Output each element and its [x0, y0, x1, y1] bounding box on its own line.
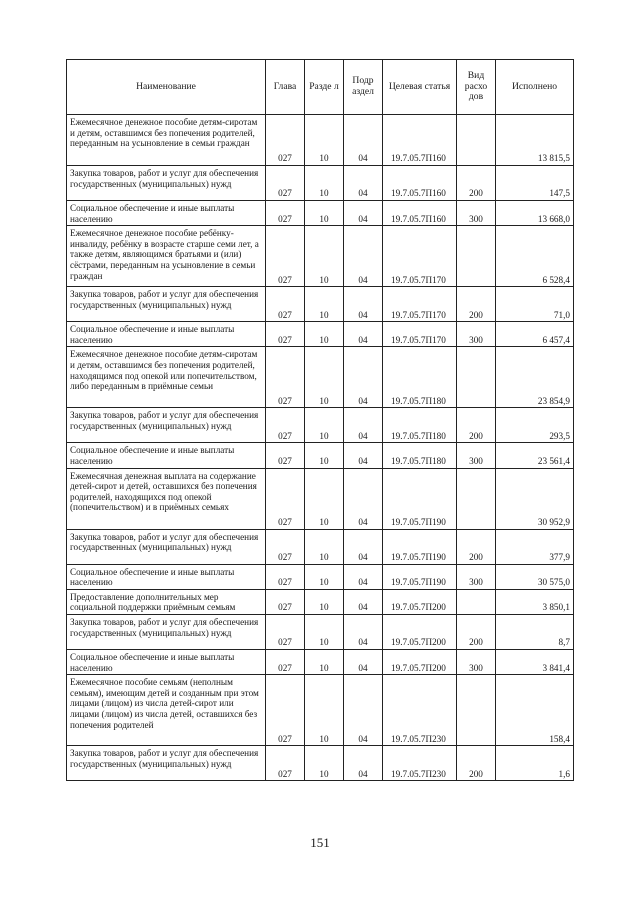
- row-vid: [457, 589, 496, 614]
- row-name: Социальное обеспечение и иные выплаты населению: [67, 564, 266, 589]
- row-glava: 027: [266, 201, 305, 226]
- row-vid: 200: [457, 614, 496, 649]
- header-razdel: Разде л: [305, 60, 344, 115]
- row-podrazdel: 04: [344, 746, 383, 781]
- row-executed: 8,7: [496, 614, 574, 649]
- row-vid: 200: [457, 287, 496, 322]
- row-podrazdel: 04: [344, 564, 383, 589]
- table-row: [67, 746, 574, 781]
- row-article: 19.7.05.7П170: [383, 287, 457, 322]
- row-executed: 30 952,9: [496, 468, 574, 529]
- row-name: Ежемесячная денежная выплата на содержание детей-сирот и детей, оставшихся без попечения родителей, находящихся под опекой (попечительством) и в приёмных семьях: [67, 468, 266, 529]
- row-name: Закупка товаров, работ и услуг для обеспечения государственных (муниципальных) нужд: [67, 614, 266, 649]
- row-article: 19.7.05.7П200: [383, 649, 457, 674]
- row-glava: 027: [266, 166, 305, 201]
- row-name: Предоставление дополнительных мер социальной поддержки приёмным семьям: [67, 589, 266, 614]
- row-podrazdel: 04: [344, 408, 383, 443]
- row-razdel: 10: [305, 166, 344, 201]
- header-vid: Вид расхо дов: [457, 60, 496, 115]
- table-row: [67, 649, 574, 674]
- row-podrazdel: 04: [344, 675, 383, 746]
- row-article: 19.7.05.7П170: [383, 226, 457, 287]
- row-article: 19.7.05.7П160: [383, 201, 457, 226]
- row-name: Социальное обеспечение и иные выплаты населению: [67, 649, 266, 674]
- row-glava: 027: [266, 614, 305, 649]
- row-razdel: 10: [305, 675, 344, 746]
- table-row: [67, 443, 574, 468]
- row-glava: 027: [266, 564, 305, 589]
- row-glava: 027: [266, 649, 305, 674]
- row-name: Закупка товаров, работ и услуг для обеспечения государственных (муниципальных) нужд: [67, 408, 266, 443]
- table-row: [67, 322, 574, 347]
- row-glava: 027: [266, 589, 305, 614]
- header-executed: Исполнено: [496, 60, 574, 115]
- row-glava: 027: [266, 322, 305, 347]
- table-row: [67, 408, 574, 443]
- row-executed: 23 561,4: [496, 443, 574, 468]
- row-glava: 027: [266, 408, 305, 443]
- row-razdel: 10: [305, 347, 344, 408]
- row-glava: 027: [266, 443, 305, 468]
- row-razdel: 10: [305, 408, 344, 443]
- row-vid: 300: [457, 649, 496, 674]
- row-podrazdel: 04: [344, 201, 383, 226]
- row-podrazdel: 04: [344, 115, 383, 166]
- row-razdel: 10: [305, 649, 344, 674]
- row-executed: 3 841,4: [496, 649, 574, 674]
- row-name: Закупка товаров, работ и услуг для обеспечения государственных (муниципальных) нужд: [67, 746, 266, 781]
- row-executed: 293,5: [496, 408, 574, 443]
- row-executed: 23 854,9: [496, 347, 574, 408]
- row-article: 19.7.05.7П190: [383, 564, 457, 589]
- row-razdel: 10: [305, 201, 344, 226]
- row-executed: 1,6: [496, 746, 574, 781]
- row-name: Ежемесячное денежное пособие детям-сиротам и детям, оставшимся без попечения родителей, находящимся под опекой или попечительством, либо переданным в приёмные семьи: [67, 347, 266, 408]
- table-row: [67, 564, 574, 589]
- row-article: 19.7.05.7П200: [383, 589, 457, 614]
- row-razdel: 10: [305, 443, 344, 468]
- row-podrazdel: 04: [344, 166, 383, 201]
- row-article: 19.7.05.7П200: [383, 614, 457, 649]
- row-podrazdel: 04: [344, 322, 383, 347]
- row-name: Закупка товаров, работ и услуг для обеспечения государственных (муниципальных) нужд: [67, 287, 266, 322]
- row-razdel: 10: [305, 322, 344, 347]
- table-row: [67, 166, 574, 201]
- header-podrazdel: Подр аздел: [344, 60, 383, 115]
- row-razdel: 10: [305, 468, 344, 529]
- row-podrazdel: 04: [344, 589, 383, 614]
- row-podrazdel: 04: [344, 649, 383, 674]
- row-article: 19.7.05.7П230: [383, 746, 457, 781]
- budget-table: [66, 59, 574, 781]
- row-glava: 027: [266, 468, 305, 529]
- row-name: Ежемесячное денежное пособие детям-сиротам и детям, оставшимся без попечения родителей, переданным на усыновление в семьи граждан: [67, 115, 266, 166]
- row-razdel: 10: [305, 287, 344, 322]
- row-name: Ежемесячное денежное пособие ребёнку-инвалиду, ребёнку в возрасте старше семи лет, а также детям, являющимся братьями и (или) сёстрами, переданным на усыновление в семьи граждан: [67, 226, 266, 287]
- row-article: 19.7.05.7П170: [383, 322, 457, 347]
- row-glava: 027: [266, 347, 305, 408]
- row-executed: 3 850,1: [496, 589, 574, 614]
- row-glava: 027: [266, 529, 305, 564]
- row-vid: 200: [457, 746, 496, 781]
- table-row: [67, 226, 574, 287]
- row-name: Закупка товаров, работ и услуг для обеспечения государственных (муниципальных) нужд: [67, 529, 266, 564]
- row-vid: 300: [457, 201, 496, 226]
- row-glava: 027: [266, 746, 305, 781]
- row-podrazdel: 04: [344, 287, 383, 322]
- row-razdel: 10: [305, 529, 344, 564]
- row-executed: 71,0: [496, 287, 574, 322]
- row-glava: 027: [266, 675, 305, 746]
- row-executed: 147,5: [496, 166, 574, 201]
- row-name: Закупка товаров, работ и услуг для обеспечения государственных (муниципальных) нужд: [67, 166, 266, 201]
- row-article: 19.7.05.7П180: [383, 408, 457, 443]
- table-row: [67, 347, 574, 408]
- row-podrazdel: 04: [344, 347, 383, 408]
- row-vid: 200: [457, 529, 496, 564]
- row-vid: [457, 675, 496, 746]
- row-executed: 13 668,0: [496, 201, 574, 226]
- row-razdel: 10: [305, 564, 344, 589]
- table-row: [67, 287, 574, 322]
- row-executed: 6 457,4: [496, 322, 574, 347]
- row-podrazdel: 04: [344, 614, 383, 649]
- table-row: [67, 589, 574, 614]
- row-article: 19.7.05.7П190: [383, 529, 457, 564]
- row-executed: 377,9: [496, 529, 574, 564]
- row-name: Социальное обеспечение и иные выплаты населению: [67, 443, 266, 468]
- header-name: Наименование: [67, 60, 266, 115]
- row-article: 19.7.05.7П160: [383, 115, 457, 166]
- table-row: [67, 201, 574, 226]
- row-executed: 6 528,4: [496, 226, 574, 287]
- row-podrazdel: 04: [344, 226, 383, 287]
- row-article: 19.7.05.7П190: [383, 468, 457, 529]
- row-vid: [457, 226, 496, 287]
- row-name: Социальное обеспечение и иные выплаты населению: [67, 201, 266, 226]
- header-article: Целевая статья: [383, 60, 457, 115]
- table-row: [67, 529, 574, 564]
- row-executed: 30 575,0: [496, 564, 574, 589]
- row-razdel: 10: [305, 115, 344, 166]
- header-glava: Глава: [266, 60, 305, 115]
- row-executed: 158,4: [496, 675, 574, 746]
- table-row: [67, 115, 574, 166]
- row-name: Социальное обеспечение и иные выплаты населению: [67, 322, 266, 347]
- row-podrazdel: 04: [344, 443, 383, 468]
- row-razdel: 10: [305, 226, 344, 287]
- row-vid: 200: [457, 408, 496, 443]
- row-article: 19.7.05.7П160: [383, 166, 457, 201]
- table-header-row: [67, 60, 574, 115]
- row-razdel: 10: [305, 746, 344, 781]
- row-name: Ежемесячное пособие семьям (неполным семьям), имеющим детей и созданным при этом лицами (лицом) из числа детей-сирот или лицами (лицом) из числа детей, оставшихся без попечения родителей: [67, 675, 266, 746]
- row-vid: 300: [457, 564, 496, 589]
- table-row: [67, 614, 574, 649]
- row-vid: [457, 347, 496, 408]
- row-vid: 200: [457, 166, 496, 201]
- table-row: [67, 675, 574, 746]
- page-number: 151: [310, 835, 330, 850]
- row-glava: 027: [266, 115, 305, 166]
- row-razdel: 10: [305, 614, 344, 649]
- row-article: 19.7.05.7П230: [383, 675, 457, 746]
- row-vid: 300: [457, 322, 496, 347]
- table-row: [67, 468, 574, 529]
- row-glava: 027: [266, 226, 305, 287]
- row-glava: 027: [266, 287, 305, 322]
- row-podrazdel: 04: [344, 529, 383, 564]
- row-executed: 13 815,5: [496, 115, 574, 166]
- row-article: 19.7.05.7П180: [383, 443, 457, 468]
- row-podrazdel: 04: [344, 468, 383, 529]
- table-body: [67, 115, 574, 781]
- row-article: 19.7.05.7П180: [383, 347, 457, 408]
- row-razdel: 10: [305, 589, 344, 614]
- row-vid: [457, 115, 496, 166]
- row-vid: [457, 468, 496, 529]
- row-vid: 300: [457, 443, 496, 468]
